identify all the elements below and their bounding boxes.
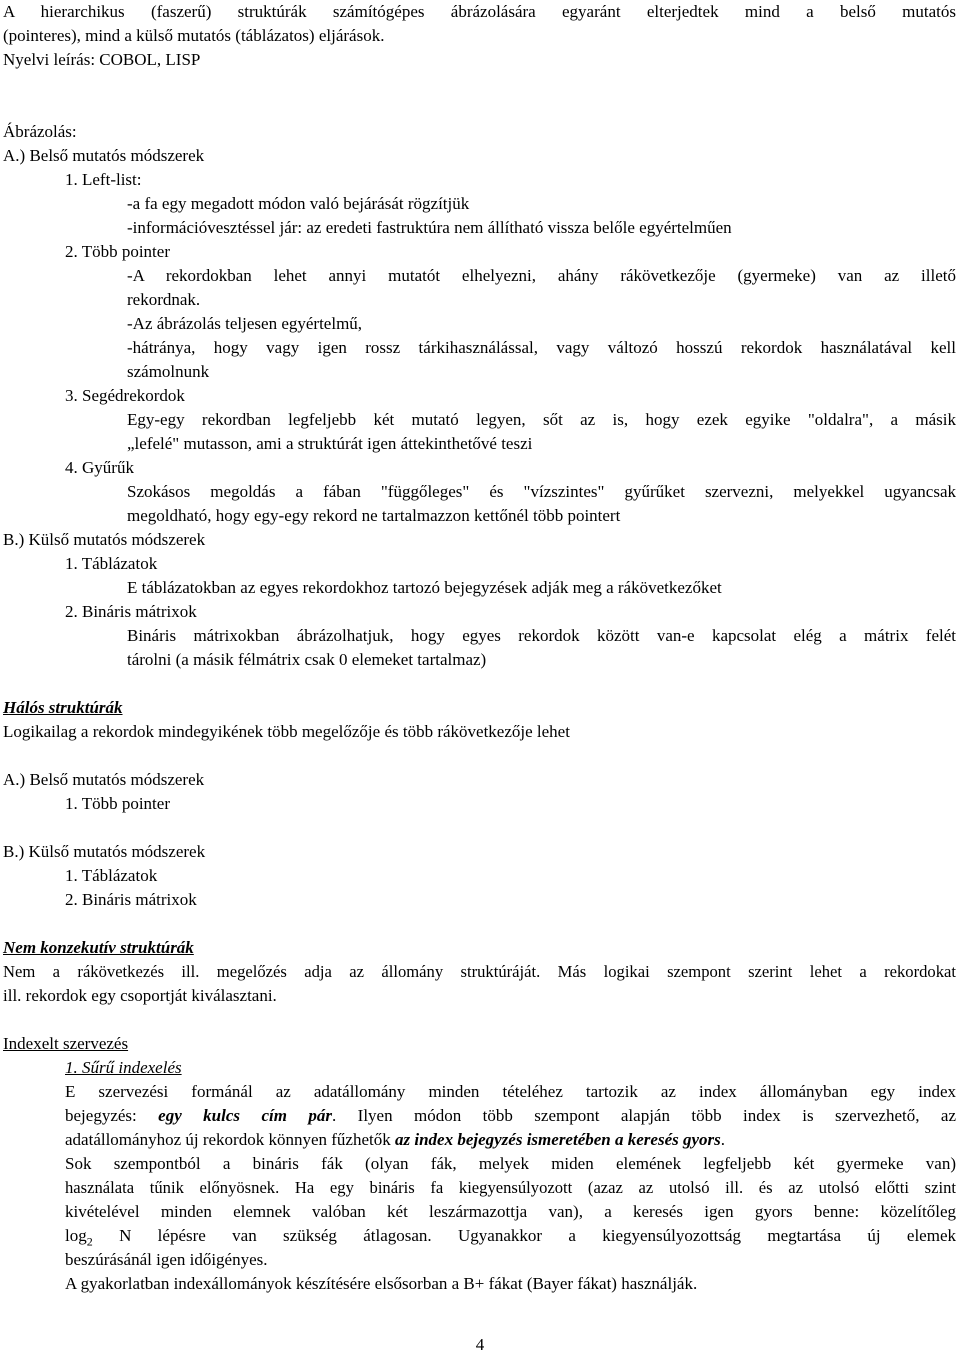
p2-line-5: beszúrásánál igen időigényes. [65,1250,268,1269]
p1-line-1: E szervezési formánál az adatállomány minden tételéhez tartozik az index állományban egy index [65,1082,956,1101]
a2-title: 2. Több pointer [65,242,170,261]
a1-title: 1. Left-list: [65,170,142,189]
halos-a-heading: A.) Belső mutatós módszerek [3,770,205,789]
p1-l2-a: bejegyzés: [65,1106,159,1125]
halos-b1: 1. Táblázatok [65,866,158,885]
p1-line-2 [65,1104,956,1128]
b2-title: 2. Bináris mátrixok [65,602,197,621]
halos-title: Hálós struktúrák [3,698,123,717]
p2-line-4 [65,1224,956,1248]
p2-line-1: Sok szempontból a bináris fák (olyan fák, melyek miden elemének legfeljebb két gyermeke van) [65,1154,956,1173]
b1-title: 1. Táblázatok [65,554,158,573]
intro-line-3: Nyelvi leírás: COBOL, LISP [3,50,201,69]
p1-l3-bold: az index bejegyzés ismeretében a keresés gyors [394,1130,721,1149]
section-a-heading: A.) Belső mutatós módszerek [3,146,205,165]
abrazolas-label: Ábrázolás: [3,122,77,141]
halos-b2: 2. Bináris mátrixok [65,890,197,909]
a1-line-1: -a fa egy megadott módon való bejárását rögzítjük [127,194,470,213]
a3-line-2: „lefelé" mutasson, ami a struktúrát igen áttekinthetővé teszi [127,434,533,453]
halos-a1: 1. Több pointer [65,794,170,813]
p2-l4-sub: 2 [86,1234,93,1249]
p1-l3-a: adatállományhoz új rekordok könnyen fűzhetők [65,1130,395,1149]
a1-line-2: -információvesztéssel jár: az eredeti fastruktúra nem állítható vissza belőle egyértelműen [127,218,732,237]
a2-line-2: rekordnak. [127,290,201,309]
section-b-heading: B.) Külső mutatós módszerek [3,530,206,549]
halos-desc: Logikailag a rekordok mindegyikének több megelőzője és több rákövetkezője lehet [3,722,570,741]
p2-l4-log: log [65,1226,87,1245]
a2-line-4: -hátránya, hogy vagy igen rossz tárkihasználással, vagy változó hosszú rekordok használatával kell [127,338,956,357]
a3-line-1: Egy-egy rekordban legfeljebb két mutató legyen, sőt az is, hogy ezek egyike "oldalra", a másik [127,410,956,429]
halos-b-heading: B.) Külső mutatós módszerek [3,842,206,861]
nemkonz-line-1: Nem a rákövetkezés ill. megelőzés adja az állomány struktúráját. Más logikai szempont szerint lehet a rekordokat [3,962,956,981]
p1-l2-c: . Ilyen módon több szempont alapján több index is szervezhető, az [331,1106,956,1125]
document-page [3,0,956,1296]
nemkonz-line-2: ill. rekordok egy csoportját kiválasztani. [3,986,277,1005]
p3-line: A gyakorlatban indexállományok készítésére elsősorban a B+ fákat (Bayer fákat) használják. [65,1274,698,1293]
intro-line-2: (pointeres), mind a külső mutatós (táblázatos) eljárások. [3,26,385,45]
a4-line-1: Szokásos megoldás a fában "függőleges" és "vízszintes" gyűrűket szervezni, melyekkel ugyancsak [127,482,956,501]
p1-l2-bold: egy kulcs cím pár [158,1106,332,1125]
page-number: 4 [475,1335,485,1354]
nemkonz-title: Nem konzekutív struktúrák [3,938,194,957]
b2-line-1: Bináris mátrixokban ábrázolhatjuk, hogy egyes rekordok között van-e kapcsolat elég a mátrix felét [127,626,956,645]
a2-line-1: -A rekordokban lehet annyi mutatót elhelyezni, ahány rákövetkezője (gyermeke) van az illető [127,266,956,285]
p2-line-2: használata tűnik előnyösnek. Ha egy bináris fa kiegyensúlyozott (azaz az utolsó ill. és az utolsó előtti szint [65,1178,956,1197]
a3-title: 3. Segédrekordok [65,386,185,405]
p1-line-3 [65,1128,956,1152]
indexelt-body [3,1080,956,1296]
p2-l4-b: N lépésre van szükség átlagosan. Ugyanakkor a kiegyensúlyozottság megtartása új elemek [92,1226,956,1245]
b1-line-1: E táblázatokban az egyes rekordokhoz tartozó bejegyzések adják meg a rákövetkezőket [127,578,722,597]
indexelt-sub: 1. Sűrű indexelés [65,1058,182,1077]
p1-l3-c: . [720,1130,726,1149]
a2-line-3: -Az ábrázolás teljesen egyértelmű, [127,314,363,333]
a4-title: 4. Gyűrűk [65,458,134,477]
intro-line-1: A hierarchikus (faszerű) struktúrák számítógépes ábrázolására egyaránt elterjedtek mind a belső mutatós [3,2,956,21]
b2-line-2: tárolni (a másik félmátrix csak 0 elemeket tartalmaz) [127,650,487,669]
a4-line-2: megoldható, hogy egy-egy rekord ne tartalmazzon kettőnél több pointert [127,506,621,525]
a2-line-5: számolnunk [127,362,210,381]
indexelt-title: Indexelt szervezés [3,1034,129,1053]
p2-line-3: kivételével minden elemnek valóban két leszármazottja van), a keresés igen gyors benne: közelítőleg [65,1202,956,1221]
